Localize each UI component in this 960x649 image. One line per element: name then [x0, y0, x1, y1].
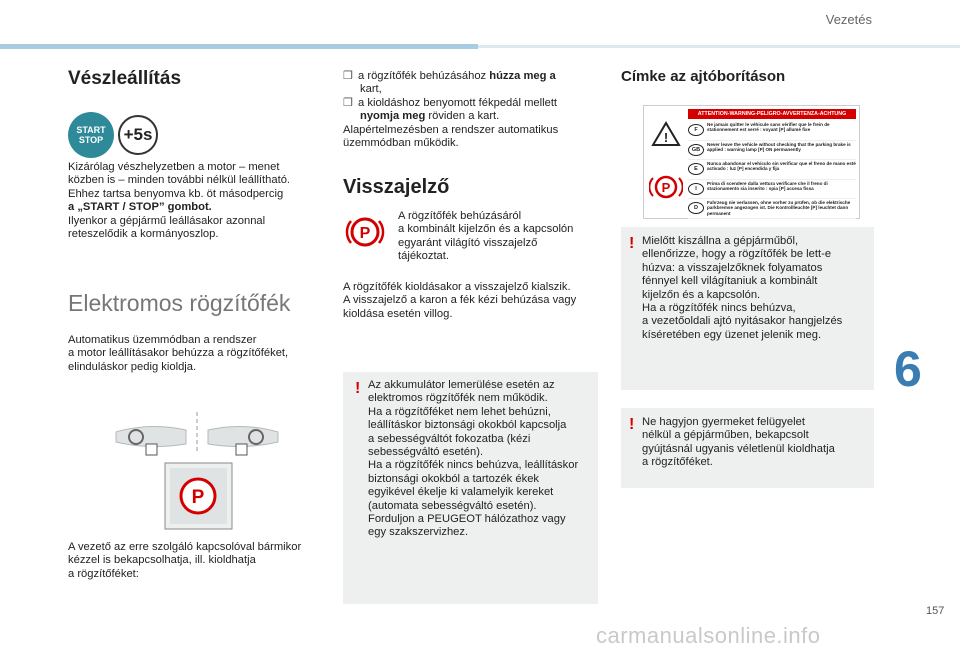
- list-item-cont: [343, 83, 603, 96]
- text-line: a rögzítőféket.: [642, 456, 713, 469]
- text-line: Mielőtt kiszállna a gépjárműből,: [642, 235, 799, 247]
- child-warning-box: [621, 408, 874, 488]
- plus5s-label: +5s: [123, 125, 153, 144]
- battery-warning-box: [343, 372, 598, 604]
- text-line: kíséretében egy üzenet jelenik meg.: [642, 328, 822, 341]
- label-lang-code: E: [688, 163, 704, 175]
- text-span-bold: húzza meg a: [489, 70, 556, 82]
- start-stop-instruction: a „START / STOP” gombot.: [68, 201, 212, 214]
- text-line: egyaránt világító visszajelző: [398, 236, 538, 249]
- label-row: [688, 199, 856, 219]
- parking-brake-icon: [345, 212, 385, 252]
- text-line: fénnyel kell világítaniuk a kombinált: [642, 275, 818, 288]
- text-line: Ilyenkor a gépjármű leállásakor azonnal: [68, 214, 266, 227]
- text-line: húzva: a visszajelzőknek folyamatos: [642, 261, 823, 274]
- exclamation-icon: !: [629, 416, 635, 433]
- label-lang-code: I: [688, 183, 704, 195]
- text-line: a motor leállításakor behúzza a rögzítőféket,: [68, 347, 289, 360]
- text-span: a rögzítőfék behúzásához: [358, 70, 490, 82]
- text-line: A visszajelző a karon a fék kézi behúzása vagy: [343, 294, 577, 307]
- bullet-icon: ❒: [343, 70, 354, 82]
- label-row-text: Prima di scendere dalla vettura verificare che il freno di stazionamento sia inserito : spia [P] accesa fissa: [707, 180, 828, 191]
- text-line: a sebességváltót fokozatba (kézi: [368, 432, 531, 445]
- label-row-text: Fahrzeug nie verlassen, ohne vorher zu prüfen, ob die elektrische parkbremse angezogen ist. Die Kontrollleuchte [P] leuchtet dann permanent: [707, 200, 851, 216]
- label-header: ATTENTION-WARNING-PELIGRO-AVVERTENZA-ACHTUNG: [688, 109, 856, 119]
- text-line: Ne hagyjon gyermeket felügyelet: [642, 416, 805, 428]
- section-title: Vezetés: [825, 12, 872, 27]
- battery-warning-text: [368, 379, 596, 540]
- text-line: Kizárólag vészhelyzetben a motor – menet: [68, 161, 280, 173]
- label-row: [688, 141, 856, 161]
- text-line: [68, 201, 318, 214]
- plus-five-seconds-icon: [118, 115, 158, 155]
- child-warning-text: [642, 416, 870, 470]
- start-stop-icon: [68, 112, 114, 158]
- label-icons: [646, 108, 686, 214]
- text-line: kioldása esetén villog.: [343, 307, 453, 320]
- auto-mode-text: [68, 334, 328, 374]
- text-line: elinduláskor pedig kioldja.: [68, 360, 197, 373]
- header-bar: [0, 44, 478, 49]
- exclamation-icon: !: [629, 235, 635, 252]
- emergency-stop-heading: Vészleállítás: [68, 68, 182, 89]
- before-exit-warning-box: [621, 227, 874, 390]
- text-line: tájékoztat.: [398, 250, 449, 263]
- before-exit-warning-text: [642, 235, 870, 342]
- label-row-text: Ne jamais quitter le véhicule sans vérifier que le frein de stationnement est serré : voyant [P] allumé fixe: [707, 122, 830, 133]
- label-lang-code: F: [688, 124, 704, 136]
- exclamation-icon: !: [355, 380, 361, 397]
- label-lang-code: D: [688, 202, 704, 214]
- text-line: Forduljon a PEUGEOT hálózathoz vagy: [368, 513, 566, 526]
- text-line: kézzel is bekapcsolhatja, ill. kioldhatja: [68, 554, 256, 567]
- release-text: [343, 281, 603, 321]
- label-rows: [688, 121, 856, 219]
- label-row-text: Never leave the vehicle without checking that the parking brake is applied : warning lamp [P] ON permanently: [707, 141, 851, 152]
- list-item-cont: [343, 110, 603, 123]
- emergency-stop-text: [68, 161, 318, 241]
- parking-brake-warning-icon: [345, 212, 385, 257]
- svg-text:P: P: [359, 225, 371, 242]
- text-line: nélkül a gépjárműben, bekapcsolt: [642, 429, 809, 442]
- text-line: leállításkor biztonsági okokból kapcsolja: [368, 419, 567, 432]
- list-item: [343, 70, 603, 83]
- text-span: röviden a kart.: [425, 110, 500, 123]
- text-line: Az akkumulátor lemerülése esetén az: [368, 379, 555, 391]
- parking-brake-icon: [649, 172, 683, 202]
- text-line: Ehhez tartsa benyomva kb. öt másodpercig: [68, 187, 284, 200]
- label-row-text: Nunca abandonar el vehículo sin verificar que el freno de mano esté activado : luz [P] encendida y fija: [707, 161, 856, 172]
- manual-operation-text: [68, 541, 338, 581]
- list-item: [343, 97, 603, 110]
- warning-triangle-icon: [651, 121, 681, 147]
- text-line: Ha a rögzítőfék nincs behúzva, leállításkor: [368, 459, 579, 472]
- text-line: ellenőrizze, hogy a rögzítőfék be lett-e: [642, 248, 832, 261]
- label-row: [688, 180, 856, 200]
- text-line: a kombinált kijelzőn és a kapcsolón: [398, 223, 574, 236]
- text-line: a vezetőoldali ajtó nyitásakor hangjelzés: [642, 315, 843, 328]
- indicator-text: [398, 210, 598, 264]
- text-line: (automata sebességváltó esetén).: [368, 499, 537, 512]
- text-line: a rögzítőféket:: [68, 567, 139, 580]
- text-line: biztonsági okokból a tartozék ékek: [368, 472, 540, 485]
- bullet-icon: ❒: [343, 96, 354, 109]
- door-label-heading: Címke az ajtóborításon: [621, 68, 786, 85]
- door-label-image: [643, 105, 860, 219]
- page-number: 157: [926, 605, 945, 617]
- watermark: carmanualsonline.info: [596, 623, 821, 648]
- svg-text:!: !: [663, 129, 669, 145]
- text-line: elektromos rögzítőfék nem működik.: [368, 392, 548, 405]
- svg-text:P: P: [191, 487, 205, 508]
- text-line: egyikével ékelje ki valamelyik kereket: [368, 486, 554, 499]
- text-line: kijelzőn és a kapcsolón.: [642, 288, 761, 301]
- brake-lever-diagram: [110, 410, 285, 540]
- text-line: közben is – minden további nélkül leállítható.: [68, 174, 291, 187]
- text-line: Ha a rögzítőféket nem lehet behúzni,: [368, 405, 551, 418]
- chapter-number: 6: [894, 341, 922, 397]
- text-span: kart,: [360, 83, 382, 96]
- label-row: [688, 121, 856, 141]
- header-bar-light: [478, 45, 960, 48]
- stop-label: STOP: [78, 135, 104, 145]
- text-line: Automatikus üzemmódban a rendszer: [68, 334, 257, 346]
- text-line: egy szakszervizhez.: [368, 526, 469, 539]
- text-line: A vezető az erre szolgáló kapcsolóval bármikor: [68, 541, 302, 553]
- electric-parking-brake-heading: Elektromos rögzítőfék: [68, 290, 291, 316]
- indicator-heading: Visszajelző: [343, 176, 450, 198]
- start-label: START: [76, 125, 106, 135]
- text-line: reteszelődik a kormányoszlop.: [68, 228, 219, 241]
- text-line: A rögzítőfék kioldásakor a visszajelző kialszik.: [343, 281, 571, 293]
- text-span: a kioldáshoz benyomott fékpedál mellett: [358, 96, 558, 109]
- text-line: A rögzítőfék behúzásáról: [398, 210, 522, 222]
- text-line: gyújtásnál ugyanis véletlenül kioldhatja: [642, 442, 835, 455]
- label-lang-code: GB: [688, 144, 704, 156]
- brake-operation-list: [343, 70, 603, 150]
- label-row: [688, 160, 856, 180]
- text-line: üzemmódban működik.: [343, 137, 459, 150]
- text-span-bold: nyomja meg: [360, 110, 426, 123]
- text-line: Ha a rögzítőfék nincs behúzva,: [642, 302, 796, 315]
- text-line: sebességváltó esetén).: [368, 446, 484, 459]
- text-line: Alapértelmezésben a rendszer automatikus: [343, 123, 559, 136]
- svg-text:P: P: [661, 179, 671, 195]
